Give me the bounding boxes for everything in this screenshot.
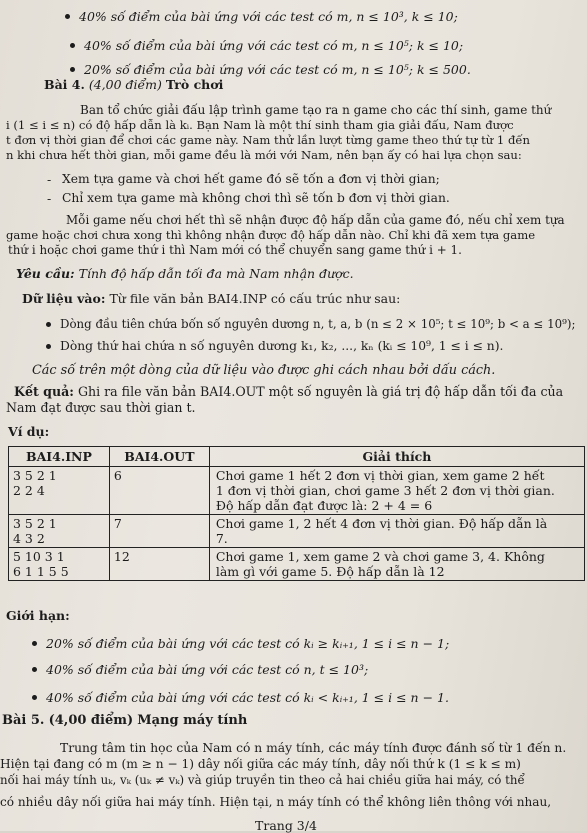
intro-line: i (1 ≤ i ≤ n) có độ hấp dẫn là kᵢ. Bạn Nam là một thí sinh tham gia giải đấu, Nam được [6,118,514,132]
output-label: Kết quả: [14,384,74,399]
requirement-text: Tính độ hấp dẫn tối đa mà Nam nhận được. [78,266,354,281]
problem-name: Mạng máy tính [137,713,248,728]
requirement [16,266,354,281]
intro-line: nối hai máy tính uₖ, vₖ (uₖ ≠ vₖ) và giúp truyền tin theo cả hai chiều giữa hai máy, có thể [0,773,525,787]
table-row [9,467,585,515]
example-table [8,446,585,581]
cell-line: 3 5 2 1 [13,516,57,531]
input-label: Dữ liệu vào: [22,291,106,306]
paragraph-line: Mỗi game nếu chơi hết thì sẽ nhận được độ hấp dẫn của game đó, nếu chỉ xem tựa [66,213,565,227]
problem-name: Trò chơi [165,77,224,92]
table-cell-output: 6 [109,467,209,515]
output-text-line: Nam đạt được sau thời gian t. [6,400,196,415]
cell-line: 1 đơn vị thời gian, chơi game 3 hết 2 đơn vị thời gian. [215,483,555,498]
limit-item: 20% số điểm của bài ứng với các test có kᵢ ≥ kᵢ₊₁, 1 ≤ i ≤ n − 1; [46,636,450,651]
limit-item: 40% số điểm của bài ứng với các test có m, n ≤ 10³, k ≤ 10; [79,9,458,24]
input-description [22,291,400,306]
intro-line: có nhiều dây nối giữa hai máy tính. Hiện tại, n máy tính có thể không liên thông với nhau, [0,795,552,809]
limit-item: 40% số điểm của bài ứng với các test có kᵢ < kᵢ₊₁, 1 ≤ i ≤ n − 1. [46,690,449,705]
separator-note: Các số trên một dòng của dữ liệu vào được ghi cách nhau bởi dấu cách. [32,363,496,378]
table-cell-input [9,515,110,548]
table-header: Giải thích [209,447,584,467]
cell-line: 5 10 3 1 [13,549,65,564]
choice-item: Xem tựa game và chơi hết game đó sẽ tốn a đơn vị thời gian; [62,172,440,186]
table-cell-input [9,548,110,581]
paragraph-line: game hoặc chơi chưa xong thì không nhận được độ hấp dẫn nào. Chỉ khi đã xem tựa game [6,228,536,242]
intro-line: n khi chưa hết thời gian, mỗi game đều là mới với Nam, nên bạn ấy có hai lựa chọn sau: [6,148,522,162]
table-header: BAI4.OUT [109,447,209,467]
table-row [9,515,585,548]
input-line: Dòng thứ hai chứa n số nguyên dương k₁, k₂, ..., kₙ (kᵢ ≤ 10⁹, 1 ≤ i ≤ n). [60,339,504,353]
cell-line: 4 3 2 [13,531,45,546]
choice-dash: - [47,172,52,187]
cell-line: 2 2 4 [13,483,45,498]
limit-item: 40% số điểm của bài ứng với các test có n, t ≤ 10³; [46,662,369,677]
example-label: Ví dụ: [8,424,50,439]
cell-line: làm gì với game 5. Độ hấp dẫn là 12 [215,564,445,579]
table-cell-explanation [209,548,584,581]
output-text: Ghi ra file văn bản BAI4.OUT một số nguyên là giá trị độ hấp dẫn tối đa của [77,384,564,399]
cell-line: Chơi game 1, xem game 2 và chơi game 3, 4. Không [215,549,545,564]
table-cell-output: 12 [109,548,209,581]
table-header-row [9,447,585,467]
problem-5-title [2,713,247,728]
limit-item: 40% số điểm của bài ứng với các test có m, n ≤ 10⁵; k ≤ 10; [84,38,464,53]
cell-line: 7. [215,531,228,546]
table-cell-input [9,467,110,515]
problem-points: (4,00 điểm) [48,713,134,728]
problem-4-title [44,77,223,92]
table-row [9,548,585,581]
limit-item: 20% số điểm của bài ứng với các test có m, n ≤ 10⁵; k ≤ 500. [84,62,471,77]
table-cell-explanation [209,467,584,515]
table-cell-explanation [209,515,584,548]
cell-line: Độ hấp dẫn đạt được là: 2 + 4 = 6 [215,498,433,513]
input-line: Dòng đầu tiên chứa bốn số nguyên dương n, t, a, b (n ≤ 2 × 10⁵; t ≤ 10⁹; b < a ≤ 10⁹); [60,317,576,331]
table-cell-output: 7 [109,515,209,548]
cell-line: 6 1 1 5 5 [13,564,69,579]
cell-line: Chơi game 1 hết 2 đơn vị thời gian, xem game 2 hết [215,468,545,483]
problem-number: Bài 4. [44,77,85,92]
limits-label: Giới hạn: [6,608,70,623]
problem-number: Bài 5. [2,713,45,728]
output-description [14,384,563,399]
cell-line: Chơi game 1, 2 hết 4 đơn vị thời gian. Độ hấp dẫn là [215,516,548,531]
paragraph-line: thứ i hoặc chơi game thứ i thì Nam mới có thể chuyển sang game thứ i + 1. [8,243,462,257]
choice-item: Chỉ xem tựa game mà không chơi thì sẽ tốn b đơn vị thời gian. [62,191,450,205]
intro-line: Trung tâm tin học của Nam có n máy tính, các máy tính được đánh số từ 1 đến n. [60,741,567,755]
intro-line: t đơn vị thời gian để chơi các game này. Nam thử lần lượt từng game theo thứ tự từ 1 đến [6,133,531,147]
intro-line: Hiện tại đang có m (m ≥ n − 1) dây nối giữa các máy tính, dây nối thứ k (1 ≤ k ≤ m) [0,757,521,771]
cell-line: 3 5 2 1 [13,468,57,483]
requirement-label: Yêu cầu: [16,266,75,281]
choice-dash: - [47,191,52,206]
page-number: Trang 3/4 [255,818,317,833]
table-header: BAI4.INP [9,447,110,467]
input-text: Từ file văn bản BAI4.INP có cấu trúc như sau: [109,291,401,306]
problem-points: (4,00 điểm) [88,77,162,92]
intro-line: Ban tổ chức giải đấu lập trình game tạo ra n game cho các thí sinh, game thứ [80,103,552,117]
